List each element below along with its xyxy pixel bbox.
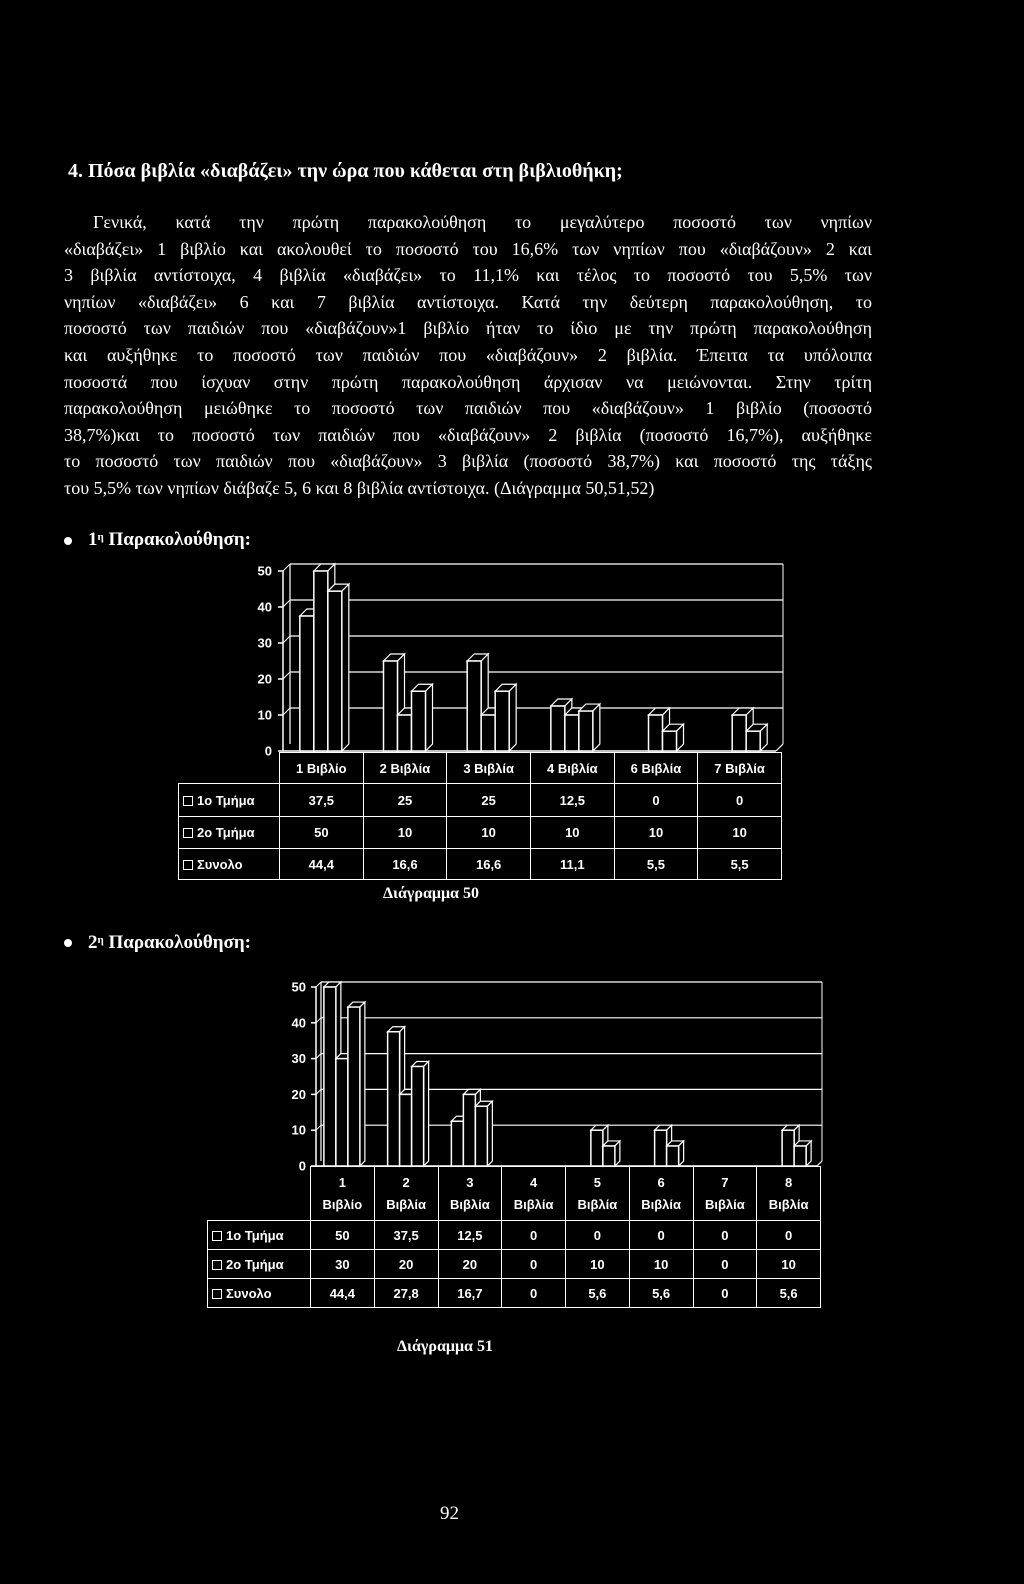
- series-name: 2ο Τμήμα: [226, 1256, 284, 1272]
- category-header: 8 Βιβλία: [757, 1167, 821, 1221]
- table-corner-cell: [179, 753, 280, 784]
- gridline-depth: [283, 708, 290, 715]
- bar-series-3-cat-1: [328, 591, 342, 751]
- table-value-cell: 5,5: [614, 849, 698, 880]
- y-tick-label: 40: [291, 1015, 306, 1031]
- bar-series-2-cat-4: [565, 715, 579, 751]
- table-value-cell: 25: [447, 784, 531, 817]
- legend-swatch: [212, 1289, 222, 1299]
- bullet-label: [88, 528, 251, 552]
- observation-label: Παρακολούθηση:: [108, 529, 252, 550]
- table-row: [179, 849, 782, 880]
- series-name: 1ο Τμήμα: [226, 1227, 284, 1243]
- bar-series-3-cat-5: [663, 731, 677, 751]
- series-row-label: [179, 817, 280, 849]
- table-value-cell: 5,6: [566, 1279, 630, 1308]
- bar-series-1-cat-1: [324, 987, 336, 1166]
- category-header: 4 Βιβλία: [530, 753, 614, 784]
- bar-series-2-cat-6: [732, 715, 746, 751]
- table-value-cell: 0: [757, 1221, 821, 1250]
- chart-data-table: [207, 1166, 821, 1308]
- bar-series-3-cat-3: [495, 691, 509, 751]
- gridline-depth: [316, 982, 321, 987]
- bar-series-2-cat-1: [336, 1059, 348, 1166]
- bar-series-3-cat-2: [412, 1066, 424, 1166]
- category-header: 4 Βιβλία: [502, 1167, 566, 1221]
- bullet-marker: [64, 537, 72, 545]
- table-value-cell: 5,6: [629, 1279, 693, 1308]
- bar-series-1-cat-4: [551, 706, 565, 751]
- bar-series-3-cat-6: [746, 731, 760, 751]
- y-tick-label: 10: [291, 1122, 306, 1138]
- legend-swatch: [212, 1231, 222, 1241]
- table-value-cell: 10: [566, 1250, 630, 1279]
- figure-caption: Διάγραμμα 50: [383, 885, 479, 902]
- category-header: 1 Βιβλίο: [311, 1167, 375, 1221]
- bar-series-3-cat-1: [348, 1007, 360, 1166]
- bar-series-2-cat-5: [649, 715, 663, 751]
- table-value-cell: 10: [757, 1250, 821, 1279]
- table-header-row: [179, 753, 782, 784]
- table-header-row: [208, 1167, 821, 1221]
- table-value-cell: 44,4: [311, 1279, 375, 1308]
- page-number: 92: [440, 1503, 459, 1524]
- ordinal-suffix: η: [97, 934, 104, 946]
- series-row-label: [179, 784, 280, 817]
- table-value-cell: 10: [629, 1250, 693, 1279]
- bar-series-2-cat-8: [782, 1130, 794, 1166]
- bar-side-series-3-cat-4: [593, 704, 600, 751]
- series-name: Συνολο: [197, 856, 243, 872]
- series-row-label: [208, 1279, 311, 1308]
- category-header: 2 Βιβλία: [374, 1167, 438, 1221]
- y-tick-label: 20: [257, 671, 272, 687]
- bar-side-series-3-cat-3: [509, 684, 516, 751]
- bar-series-1-cat-2: [388, 1032, 400, 1166]
- series-row-label: [208, 1250, 311, 1279]
- series-row-label: [179, 849, 280, 880]
- bar-series-3-cat-8: [794, 1146, 806, 1166]
- category-header: 3 Βιβλία: [447, 753, 531, 784]
- bar-series-2-cat-2: [398, 715, 412, 751]
- y-tick-label: 30: [257, 635, 272, 651]
- chart-data-table: [178, 752, 782, 880]
- table-value-cell: 16,6: [363, 849, 447, 880]
- bar-series-3-cat-3: [475, 1106, 487, 1166]
- table-value-cell: 16,7: [438, 1279, 502, 1308]
- table-value-cell: 37,5: [374, 1221, 438, 1250]
- table-value-cell: 0: [502, 1250, 566, 1279]
- y-tick-label: 0: [264, 743, 272, 759]
- bar-series-3-cat-5: [603, 1146, 615, 1166]
- y-tick-label: 50: [257, 563, 272, 579]
- legend-swatch: [212, 1260, 222, 1270]
- category-header: 1 Βιβλίο: [280, 753, 364, 784]
- table-value-cell: 0: [502, 1279, 566, 1308]
- bar-side-series-3-cat-1: [342, 584, 349, 751]
- category-header: 3 Βιβλία: [438, 1167, 502, 1221]
- bullet-label: [88, 931, 251, 955]
- bar-series-1-cat-3: [467, 661, 481, 751]
- series-row-label: [208, 1221, 311, 1250]
- bar-series-2-cat-3: [481, 715, 495, 751]
- series-name: 1ο Τμήμα: [197, 792, 255, 808]
- category-header: 7 Βιβλία: [698, 753, 782, 784]
- y-tick-label: 30: [291, 1051, 306, 1067]
- paragraph-line: Γενικά, κατά την πρώτη παρακολούθηση το μεγαλύτερο ποσοστό των νηπίων: [93, 212, 872, 232]
- paragraph-line: του 5,5% των νηπίων διάβαζε 5, 6 και 8 βιβλία αντίστοιχα. (Διάγραμμα 50,51,52): [64, 478, 655, 498]
- bar-series-1-cat-1: [300, 616, 314, 751]
- table-value-cell: 16,6: [447, 849, 531, 880]
- table-row: [208, 1250, 821, 1279]
- table-value-cell: 50: [280, 817, 364, 849]
- bar-series-2-cat-6: [655, 1130, 667, 1166]
- table-value-cell: 10: [363, 817, 447, 849]
- table-value-cell: 20: [438, 1250, 502, 1279]
- section-heading: 4. Πόσα βιβλία «διαβάζει» την ώρα που κάθεται στη βιβλιοθήκη;: [68, 160, 623, 182]
- bar-series-2-cat-1: [314, 571, 328, 751]
- table-value-cell: 0: [693, 1221, 757, 1250]
- table-value-cell: 11,1: [530, 849, 614, 880]
- gridline-depth: [283, 636, 290, 643]
- paragraph-line: 38,7%)και το ποσοστό των παιδιών που «διαβάζουν» 2 βιβλία (ποσοστό 16,7%), αυξήθηκε: [64, 424, 872, 445]
- table-value-cell: 10: [698, 817, 782, 849]
- paragraph-line: παρακολούθηση μειώθηκε το ποσοστό των παιδιών που «διαβάζουν» 1 βιβλίο (ποσοστό: [64, 398, 872, 419]
- bar-chart-diagram-51: [260, 970, 835, 1174]
- table-value-cell: 0: [629, 1221, 693, 1250]
- series-name: Συνολο: [226, 1285, 272, 1301]
- table-value-cell: 10: [447, 817, 531, 849]
- table-row: [208, 1221, 821, 1250]
- table-value-cell: 0: [614, 784, 698, 817]
- table-value-cell: 25: [363, 784, 447, 817]
- figure-caption: Διάγραμμα 51: [397, 1338, 493, 1355]
- category-header: 6 Βιβλία: [614, 753, 698, 784]
- gridline-depth: [283, 600, 290, 607]
- y-tick-label: 20: [291, 1086, 306, 1102]
- table-value-cell: 30: [311, 1250, 375, 1279]
- gridline-depth: [283, 564, 290, 571]
- table-value-cell: 5,6: [757, 1279, 821, 1308]
- bar-series-2-cat-5: [591, 1130, 603, 1166]
- bar-series-3-cat-2: [412, 691, 426, 751]
- y-tick-label: 40: [257, 599, 272, 615]
- paragraph-line: «διαβάζει» 1 βιβλίο και ακολουθεί το ποσοστό του 16,6% των νηπίων που «διαβάζουν» 2 και: [64, 238, 872, 259]
- category-header: 7 Βιβλία: [693, 1167, 757, 1221]
- table-value-cell: 44,4: [280, 849, 364, 880]
- table-value-cell: 0: [693, 1250, 757, 1279]
- legend-swatch: [183, 860, 193, 870]
- bar-series-1-cat-3: [451, 1121, 463, 1166]
- table-value-cell: 10: [530, 817, 614, 849]
- table-value-cell: 50: [311, 1221, 375, 1250]
- table-value-cell: 20: [374, 1250, 438, 1279]
- bar-series-1-cat-2: [384, 661, 398, 751]
- table-row: [179, 784, 782, 817]
- gridline-depth: [283, 672, 290, 679]
- observation-number: 1: [88, 529, 98, 550]
- bar-series-3-cat-4: [579, 711, 593, 751]
- bar-series-2-cat-2: [400, 1094, 412, 1166]
- paragraph-line: ποσοστό των παιδιών που «διαβάζουν»1 βιβλίο ήταν το ίδιο με την πρώτη παρακολούθηση: [64, 318, 872, 339]
- paragraph-line: και αυξήθηκε το ποσοστό των παιδιών που «διαβάζουν» 2 βιβλία. Έπειτα τα υπόλοιπα: [64, 345, 872, 365]
- floor-edge: [776, 744, 783, 751]
- table-value-cell: 27,8: [374, 1279, 438, 1308]
- table-value-cell: 10: [614, 817, 698, 849]
- category-header: 2 Βιβλία: [363, 753, 447, 784]
- table-row: [179, 817, 782, 849]
- table-value-cell: 12,5: [438, 1221, 502, 1250]
- observation-label: Παρακολούθηση:: [108, 932, 252, 953]
- table-value-cell: 12,5: [530, 784, 614, 817]
- bar-side-series-3-cat-2: [426, 684, 433, 751]
- paragraph-line: νηπίων «διαβάζει» 6 και 7 βιβλία αντίστοιχα. Κατά την δεύτερη παρακολούθηση, το: [64, 291, 872, 312]
- y-tick-label: 10: [257, 707, 272, 723]
- bar-chart-diagram-50: [230, 550, 800, 759]
- observation-number: 2: [88, 932, 98, 953]
- table-value-cell: 5,5: [698, 849, 782, 880]
- table-value-cell: 0: [566, 1221, 630, 1250]
- bar-series-3-cat-6: [667, 1146, 679, 1166]
- y-tick-label: 0: [298, 1158, 306, 1174]
- category-header: 5 Βιβλία: [566, 1167, 630, 1221]
- y-tick-label: 50: [291, 979, 306, 995]
- legend-swatch: [183, 796, 193, 806]
- table-value-cell: 37,5: [280, 784, 364, 817]
- ordinal-suffix: η: [97, 531, 104, 543]
- series-name: 2ο Τμήμα: [197, 825, 255, 840]
- paragraph-line: 3 βιβλία αντίστοιχα, 4 βιβλία «διαβάζει» το 11,1% και τέλος το ποσοστό του 5,5% των: [64, 265, 872, 286]
- table-value-cell: 0: [693, 1279, 757, 1308]
- category-header: 6 Βιβλία: [629, 1167, 693, 1221]
- paragraph-line: ποσοστά που ίσχυαν στην πρώτη παρακολούθηση άρχισαν να μειώνονται. Στην τρίτη: [64, 371, 872, 392]
- table-value-cell: 0: [502, 1221, 566, 1250]
- bar-series-2-cat-3: [463, 1094, 475, 1166]
- table-row: [208, 1279, 821, 1308]
- bullet-marker: [64, 939, 72, 947]
- table-value-cell: 0: [698, 784, 782, 817]
- legend-swatch: [183, 828, 193, 838]
- table-corner-cell: [208, 1167, 311, 1221]
- paragraph-line: το ποσοστό των παιδιών που «διαβάζουν» 3 βιβλία (ποσοστό 38,7%) και ποσοστό της τάξης: [64, 451, 872, 472]
